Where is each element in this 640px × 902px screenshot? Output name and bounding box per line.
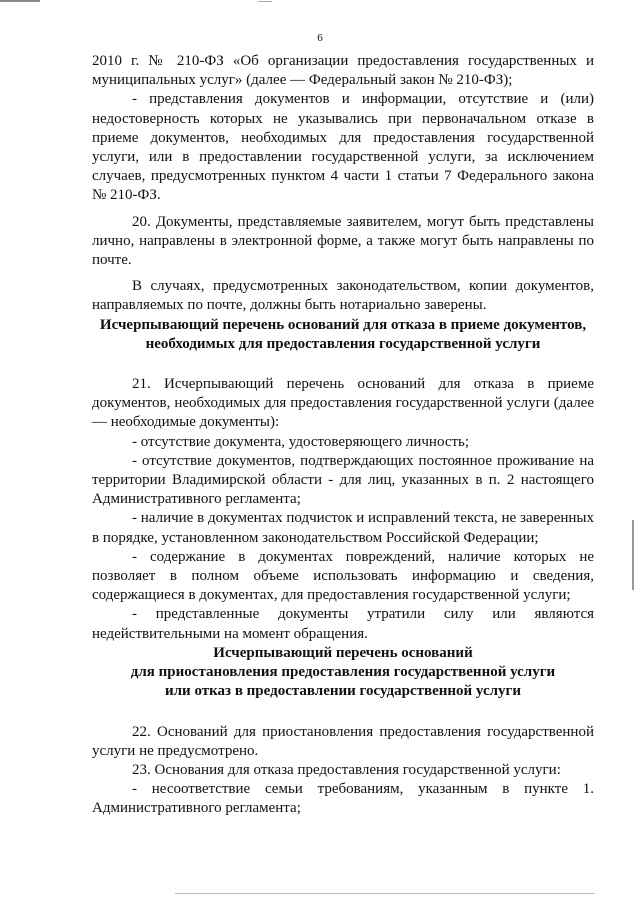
paragraph: - представленные документы утратили силу или являются недействительными на момент обращения. bbox=[92, 606, 594, 642]
section-heading-line: Исчерпывающий перечень оснований для отказа в приеме документов, bbox=[99, 316, 587, 333]
section-heading-line: или отказ в предоставлении государственной услуги bbox=[165, 683, 521, 700]
paragraph: 20. Документы, представляемые заявителем, могут быть представлены лично, направлены в электронной форме, а также могут быть направлены по почте. bbox=[92, 213, 594, 269]
section-heading bbox=[92, 316, 594, 354]
scan-artifact-right bbox=[632, 520, 634, 590]
paragraph: 21. Исчерпывающий перечень оснований для отказа в приеме документов, необходимых для предоставления государственной услуги (далее — необходимые документы): bbox=[92, 376, 594, 431]
paragraph: - наличие в документах подчисток и исправлений текста, не заверенных в порядке, установленном законодательством Российской Федерации; bbox=[92, 510, 594, 546]
scan-artifact-top-mark bbox=[258, 1, 272, 2]
section-heading bbox=[92, 644, 594, 702]
paragraph: - содержание в документах повреждений, наличие которых не позволяет в полном объеме использовать информацию и сведения, содержащиеся в документах, для предоставления государственной услуги; bbox=[92, 548, 594, 604]
page-number: 6 bbox=[317, 32, 323, 44]
paragraph: В случаях, предусмотренных законодательством, копии документов, направляемых по почте, должны быть нотариально заверены. bbox=[92, 278, 594, 314]
section-heading-line: необходимых для предоставления государственной услуги bbox=[145, 335, 541, 352]
paragraph: - несоответствие семьи требованиям, указанным в пункте 1. Административного регламента; bbox=[92, 781, 594, 817]
paragraph: 23. Основания для отказа предоставления государственной услуги: bbox=[132, 761, 561, 778]
section-heading-line: для приостановления предоставления государственной услуги bbox=[130, 664, 556, 681]
paragraph: 22. Оснований для приостановления предоставления государственной услуги не предусмотрено. bbox=[92, 723, 594, 759]
document-body bbox=[92, 52, 594, 819]
scan-artifact-bottom bbox=[175, 893, 595, 894]
section-heading-line: Исчерпывающий перечень оснований bbox=[213, 644, 473, 661]
paragraph: - отсутствие документов, подтверждающих постоянное проживание на территории Владимирской области - для лиц, указанных в п. 2 настоящего Административного регламента; bbox=[92, 452, 594, 508]
paragraph: - представления документов и информации, отсутствие и (или) недостоверность которых не указывались при первоначальном отказе в приеме документов, необходимых для предоставления государственной услуги, или в предоставлении государственной услуги, за исключением случаев, предусмотренных пунктом 4 части 1 статьи 7 Федерального закона № 210-ФЗ. bbox=[92, 91, 594, 204]
scan-artifact-top bbox=[0, 0, 40, 2]
paragraph: 2010 г. № 210-ФЗ «Об организации предоставления государственных и муниципальных услуг» (далее — Федеральный закон № 210-ФЗ); bbox=[92, 53, 594, 89]
paragraph: - отсутствие документа, удостоверяющего личность; bbox=[132, 433, 470, 450]
